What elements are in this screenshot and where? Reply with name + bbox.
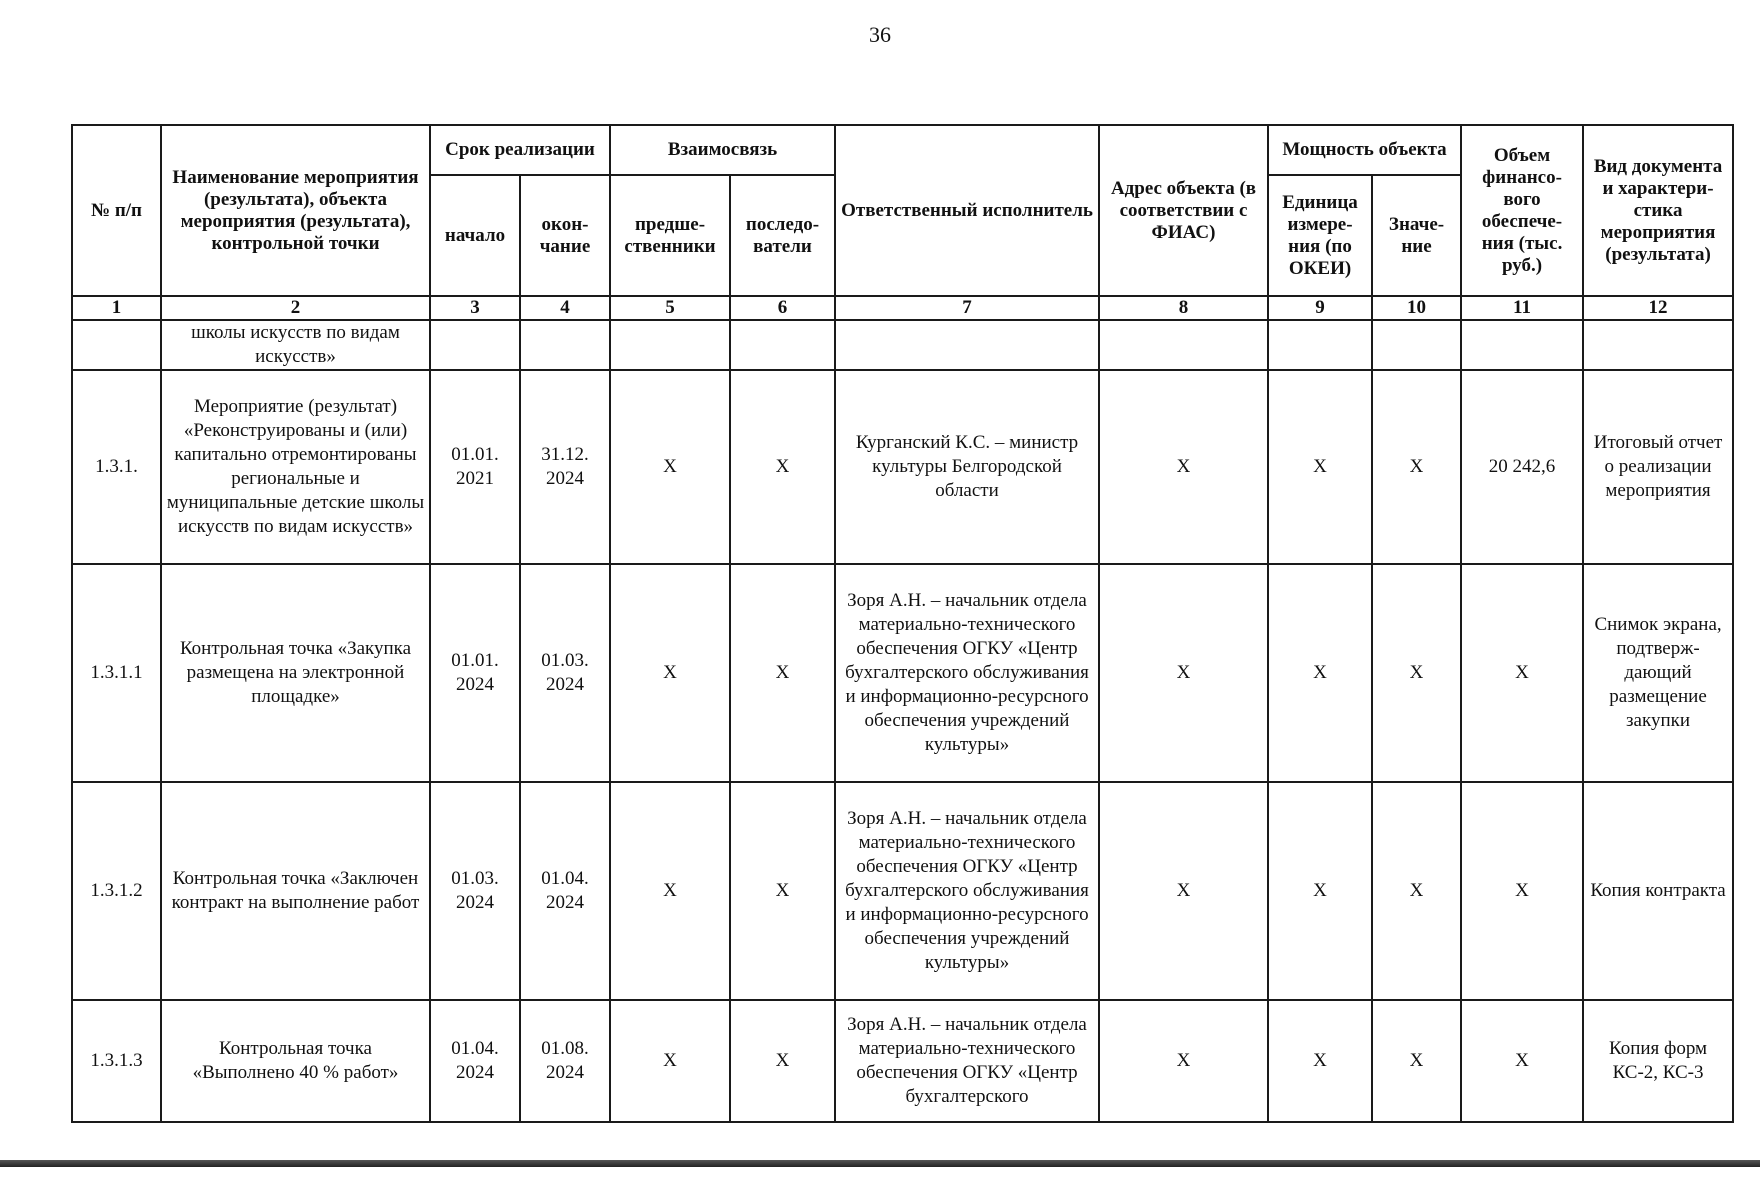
cell-doc: Снимок экрана, подтверж-дающий размещение закупки — [1583, 564, 1733, 782]
cell-end: 01.04. 2024 — [520, 782, 610, 1000]
cell-num — [72, 320, 161, 370]
cell-empty — [835, 320, 1099, 370]
table-header — [72, 125, 1733, 320]
header-address: Адрес объекта (в соответствии с ФИАС) — [1099, 125, 1268, 296]
column-number: 5 — [610, 296, 730, 320]
cell-num: 1.3.1.3 — [72, 1000, 161, 1122]
header-capacity: Мощность объекта — [1268, 125, 1461, 175]
table-row — [72, 1000, 1733, 1122]
header-term-start: начало — [430, 175, 520, 296]
column-number: 3 — [430, 296, 520, 320]
cell-empty — [1461, 320, 1583, 370]
cell-empty — [1099, 320, 1268, 370]
cell-doc: Итоговый отчет о реализации мероприятия — [1583, 370, 1733, 564]
header-link-prev: предше-ственники — [610, 175, 730, 296]
cell-empty — [1583, 320, 1733, 370]
cell-executor: Зоря А.Н. – начальник отдела материально-технического обеспечения ОГКУ «Центр бухгалтерского обслуживания и информационно-ресурсного обеспечения учреждений культуры» — [835, 782, 1099, 1000]
header-link: Взаимосвязь — [610, 125, 835, 175]
header-name: Наименование мероприятия (результата), объекта мероприятия (результата), контрольной точки — [161, 125, 430, 296]
cell-start: 01.03. 2024 — [430, 782, 520, 1000]
column-number: 8 — [1099, 296, 1268, 320]
cell-start: 01.01. 2021 — [430, 370, 520, 564]
cell-address: X — [1099, 564, 1268, 782]
cell-empty — [1372, 320, 1461, 370]
column-number: 1 — [72, 296, 161, 320]
header-doc: Вид документа и характери-стика мероприятия (результата) — [1583, 125, 1733, 296]
cell-finance: 20 242,6 — [1461, 370, 1583, 564]
cell-address: X — [1099, 370, 1268, 564]
table-body — [72, 320, 1733, 1122]
cell-unit: X — [1268, 564, 1372, 782]
column-number: 7 — [835, 296, 1099, 320]
cell-empty — [520, 320, 610, 370]
cell-unit: X — [1268, 1000, 1372, 1122]
cell-unit: X — [1268, 370, 1372, 564]
header-capacity-value: Значе-ние — [1372, 175, 1461, 296]
cell-doc: Копия форм КС-2, КС-3 — [1583, 1000, 1733, 1122]
cell-end: 01.03. 2024 — [520, 564, 610, 782]
cell-next: X — [730, 1000, 835, 1122]
column-number: 4 — [520, 296, 610, 320]
cell-name: Контрольная точка «Закупка размещена на электронной площадке» — [161, 564, 430, 782]
cell-executor: Курганский К.С. – министр культуры Белгородской области — [835, 370, 1099, 564]
cell-num: 1.3.1.1 — [72, 564, 161, 782]
cell-name: Контрольная точка «Выполнено 40 % работ» — [161, 1000, 430, 1122]
cell-empty — [610, 320, 730, 370]
column-number: 11 — [1461, 296, 1583, 320]
plan-table — [71, 124, 1734, 1123]
cell-end: 01.08. 2024 — [520, 1000, 610, 1122]
cell-num: 1.3.1.2 — [72, 782, 161, 1000]
cell-name: Контрольная точка «Заключен контракт на выполнение работ — [161, 782, 430, 1000]
cell-unit: X — [1268, 782, 1372, 1000]
cell-start: 01.01. 2024 — [430, 564, 520, 782]
cell-finance: X — [1461, 1000, 1583, 1122]
continuation-row — [72, 320, 1733, 370]
cell-executor: Зоря А.Н. – начальник отдела материально-технического обеспечения ОГКУ «Центр бухгалтерского обслуживания и информационно-ресурсного обеспечения учреждений культуры» — [835, 564, 1099, 782]
cell-address: X — [1099, 1000, 1268, 1122]
cell-value: X — [1372, 564, 1461, 782]
cell-executor: Зоря А.Н. – начальник отдела материально-технического обеспечения ОГКУ «Центр бухгалтерского — [835, 1000, 1099, 1122]
cell-finance: X — [1461, 564, 1583, 782]
cell-empty — [430, 320, 520, 370]
cell-name: школы искусств по видам искусств» — [161, 320, 430, 370]
cell-num: 1.3.1. — [72, 370, 161, 564]
cell-next: X — [730, 370, 835, 564]
cell-value: X — [1372, 370, 1461, 564]
header-link-next: последо-ватели — [730, 175, 835, 296]
header-term-end: окон-чание — [520, 175, 610, 296]
cell-value: X — [1372, 782, 1461, 1000]
cell-prev: X — [610, 782, 730, 1000]
cell-prev: X — [610, 564, 730, 782]
cell-next: X — [730, 782, 835, 1000]
cell-empty — [730, 320, 835, 370]
column-number: 10 — [1372, 296, 1461, 320]
column-number: 2 — [161, 296, 430, 320]
cell-end: 31.12. 2024 — [520, 370, 610, 564]
table-row — [72, 564, 1733, 782]
header-finance: Объем финансо-вого обеспече-ния (тыс. руб.) — [1461, 125, 1583, 296]
page-bottom-edge — [0, 1160, 1760, 1167]
cell-next: X — [730, 564, 835, 782]
table-row — [72, 370, 1733, 564]
column-number: 12 — [1583, 296, 1733, 320]
cell-address: X — [1099, 782, 1268, 1000]
cell-doc: Копия контракта — [1583, 782, 1733, 1000]
header-capacity-unit: Единица измере-ния (по ОКЕИ) — [1268, 175, 1372, 296]
cell-prev: X — [610, 370, 730, 564]
column-number: 6 — [730, 296, 835, 320]
plan-table-container — [71, 124, 1734, 1123]
table-row — [72, 782, 1733, 1000]
cell-empty — [1268, 320, 1372, 370]
header-term: Срок реализации — [430, 125, 610, 175]
cell-value: X — [1372, 1000, 1461, 1122]
column-number-row — [72, 296, 1733, 320]
header-num: № п/п — [72, 125, 161, 296]
column-number: 9 — [1268, 296, 1372, 320]
cell-prev: X — [610, 1000, 730, 1122]
cell-finance: X — [1461, 782, 1583, 1000]
cell-name: Мероприятие (результат) «Реконструированы и (или) капитально отремонтированы региональные и муниципальные детские школы искусств по видам искусств» — [161, 370, 430, 564]
header-executor: Ответственный исполнитель — [835, 125, 1099, 296]
page-number: 36 — [869, 22, 891, 47]
cell-start: 01.04. 2024 — [430, 1000, 520, 1122]
